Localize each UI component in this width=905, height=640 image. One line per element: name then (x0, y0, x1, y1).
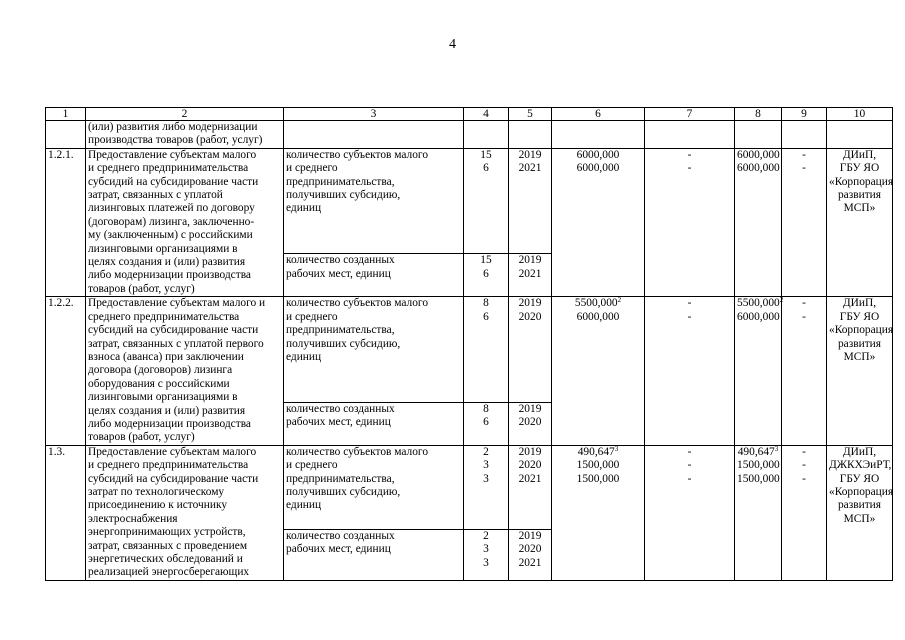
indicator-line: предпринимательства, (286, 472, 395, 485)
indicator-value-line: 3 (483, 472, 489, 485)
indicator-name (284, 529, 464, 580)
description-line: лизинговыми организациями в (88, 242, 238, 255)
responsible-executor (827, 297, 893, 445)
indicator-line: количество субъектов малого (286, 445, 429, 458)
dash-line: - (802, 472, 806, 485)
indicator-line: рабочих мест, единиц (286, 416, 391, 429)
description-line: затрат, связанных с уплатой первого (88, 337, 264, 350)
dash-line: - (687, 162, 692, 175)
footnote-mark: 3 (774, 444, 779, 453)
amount-line: 6000,000 (737, 148, 780, 161)
dash-line: - (687, 445, 692, 458)
executor-line: ГБУ ЯО (839, 162, 880, 175)
indicator-value-line: 15 (480, 148, 492, 161)
amount-line: 5500,000$^2$ (574, 296, 622, 310)
header-cell-9: 9 (782, 108, 827, 121)
indicator-value-line: 3 (483, 459, 489, 472)
indicator-line: количество субъектов малого (286, 148, 429, 161)
year-line: 2020 (518, 310, 542, 323)
description-line: затрат, связанных с проведением (88, 539, 248, 552)
description-line: (или) развития либо модернизации (88, 121, 258, 133)
row-number: 1.2.1. (46, 148, 86, 296)
description-line: затрат, связанных с уплатой (88, 189, 223, 202)
year-line: 2020 (518, 459, 542, 472)
measure-description (86, 148, 284, 296)
empty-cell (735, 121, 782, 149)
funding-regional (735, 297, 782, 445)
indicator-year (509, 297, 552, 402)
indicator-year (509, 148, 552, 253)
indicator-value-line: 2 (483, 529, 489, 542)
indicator-value-line: 3 (483, 556, 489, 569)
description-line: энергопринимающих устройств, (88, 526, 246, 539)
indicator-line: получивших субсидию, (286, 337, 401, 350)
indicator-value (464, 445, 509, 529)
row-number: 1.3. (46, 445, 86, 580)
amount-line: 490,647$^3$ (577, 444, 619, 458)
description-line: оборудования с российскими (88, 377, 230, 390)
dash-line: - (802, 148, 806, 161)
footnote-mark: 3 (614, 444, 619, 453)
year-line: 2019 (518, 402, 542, 415)
executor-line: развития (837, 337, 882, 350)
amount-line: 1500,000 (737, 472, 780, 485)
dash-line: - (687, 148, 692, 161)
indicator-line: получивших субсидию, (286, 485, 401, 498)
indicator-year (509, 254, 552, 297)
indicator-line: количество созданных (286, 529, 395, 542)
dash-line: - (802, 445, 806, 458)
funding-total (552, 297, 645, 445)
indicator-line: и среднего (286, 459, 338, 472)
measures-table (45, 107, 893, 581)
dash-line: - (687, 472, 692, 485)
responsible-executor (827, 445, 893, 580)
description-line: субсидий на субсидирование части (88, 175, 259, 188)
indicator-line: рабочих мест, единиц (286, 267, 391, 280)
year-line: 2021 (518, 162, 542, 175)
indicator-name (284, 402, 464, 445)
description-line: и среднего предпринимательства (88, 459, 249, 472)
header-cell-10: 10 (827, 108, 893, 121)
description-line: среднего предпринимательства (88, 310, 240, 323)
amount-line: 6000,000 (576, 162, 620, 175)
executor-line: МСП» (843, 350, 876, 363)
funding-regional (735, 445, 782, 580)
indicator-value-line: 6 (483, 267, 489, 280)
table-row (46, 148, 893, 253)
indicator-line: единиц (286, 350, 322, 363)
amount-line: 6000,000 (576, 310, 620, 323)
funding-col7 (645, 445, 735, 580)
description-line: (договорам) лизинга, заключенно- (88, 215, 255, 228)
dash-line: - (687, 297, 692, 310)
page-number: 4 (449, 37, 456, 52)
description-line: производства товаров (работ, услуг) (88, 134, 263, 147)
year-line: 2019 (518, 254, 542, 267)
year-line: 2019 (518, 529, 542, 542)
indicator-value-line: 15 (480, 254, 492, 267)
year-line: 2021 (518, 267, 542, 280)
indicator-value-line: 8 (483, 297, 489, 310)
executor-line: ГБУ ЯО (839, 310, 880, 323)
description-line: энергетических обследований и (88, 553, 243, 565)
indicator-value-line: 8 (483, 402, 489, 415)
table-row (46, 445, 893, 529)
year-line: 2019 (518, 445, 542, 458)
description-line: затрат по технологическому (88, 485, 225, 498)
description-line: и среднего предпринимательства (88, 162, 249, 175)
table-row (46, 297, 893, 402)
executor-line: МСП» (843, 202, 876, 215)
amount-line: 5500,000$^2$ (737, 296, 784, 310)
funding-total (552, 445, 645, 580)
executor-line: «Корпорация (829, 324, 894, 337)
dash-line: - (802, 297, 806, 310)
description-line: Предоставление субъектам малого и (88, 297, 266, 310)
description-line: Предоставление субъектам малого (88, 148, 257, 161)
description-line: либо модернизации производства (88, 269, 251, 282)
empty-cell (464, 121, 509, 149)
funding-regional (735, 148, 782, 296)
description-line: товаров (работ, услуг) (88, 282, 195, 295)
year-line: 2020 (518, 543, 542, 556)
year-line: 2019 (518, 148, 542, 161)
empty-cell (552, 121, 645, 149)
indicator-value-line: 3 (483, 543, 489, 556)
responsible-executor (827, 148, 893, 296)
description-line: Предоставление субъектам малого (88, 445, 257, 458)
description-line: товаров (работ, услуг) (88, 431, 195, 444)
empty-cell (782, 121, 827, 149)
year-line: 2020 (518, 416, 542, 429)
executor-line: ДИиП, (842, 297, 877, 310)
amount-line: 6000,000 (737, 310, 780, 323)
header-cell-8: 8 (735, 108, 782, 121)
indicator-line: и среднего (286, 310, 338, 323)
amount-line: 1500,000 (576, 472, 620, 485)
header-cell-4: 4 (464, 108, 509, 121)
description-line: присоединению к источнику (88, 499, 228, 512)
description-line: электроснабжения (88, 512, 178, 525)
dash-line: - (802, 162, 806, 175)
indicator-line: количество субъектов малого (286, 297, 429, 310)
executor-line: «Корпорация (829, 485, 894, 498)
indicator-line: предпринимательства, (286, 175, 395, 188)
executor-line: МСП» (843, 512, 876, 525)
header-cell-2: 2 (86, 108, 284, 121)
amount-line: 6000,000 (576, 148, 620, 161)
header-row (46, 108, 893, 121)
funding-col9 (782, 148, 827, 296)
executor-line: ДИиП, (842, 148, 877, 161)
indicator-value-line: 2 (483, 445, 489, 458)
funding-col9 (779, 296, 827, 445)
header-cell-7: 7 (645, 108, 735, 121)
indicator-value-line: 6 (483, 310, 489, 323)
empty-cell (284, 121, 464, 149)
header-cell-3: 3 (284, 108, 464, 121)
executor-line: ДИиП, (842, 445, 877, 458)
description-line: му (заключенным) с российскими (88, 229, 253, 242)
amount-line: 1500,000 (576, 459, 620, 472)
indicator-line: предпринимательства, (286, 324, 395, 337)
empty-cell (509, 121, 552, 149)
indicator-line: получивших субсидию, (286, 189, 401, 202)
dash-line: - (687, 310, 692, 323)
amount-line: 490,647$^3$ (737, 444, 779, 458)
indicator-value (464, 254, 509, 297)
header-cell-6: 6 (552, 108, 645, 121)
continuation-row (46, 121, 893, 149)
row-number: 1.2.2. (46, 297, 86, 445)
indicator-value-line: 6 (483, 416, 489, 429)
footnote-mark: 2 (779, 296, 784, 305)
indicator-name (284, 297, 464, 402)
indicator-name (284, 254, 464, 297)
indicator-value (464, 402, 509, 445)
year-line: 2021 (518, 556, 542, 569)
amount-line: 1500,000 (737, 459, 780, 472)
funding-col9 (782, 445, 827, 580)
executor-line: «Корпорация (829, 175, 894, 188)
executor-line: ДЖКХЭиРТ, (829, 459, 892, 472)
indicator-year (509, 445, 552, 529)
empty-cell (827, 121, 893, 149)
amount-line: 6000,000 (737, 162, 780, 175)
description-line: лизинговыми организациями в (88, 391, 238, 404)
indicator-line: количество созданных (286, 402, 395, 415)
indicator-line: единиц (286, 499, 322, 512)
indicator-name (284, 148, 464, 253)
indicator-line: количество созданных (286, 254, 395, 267)
description-line: реализацией энергосберегающих (88, 566, 250, 579)
continuation-description (86, 121, 284, 149)
funding-col7 (645, 148, 735, 296)
indicator-value (464, 148, 509, 253)
dash-line: - (802, 459, 806, 472)
header-cell-1: 1 (46, 108, 86, 121)
description-line: либо модернизации производства (88, 417, 251, 430)
measure-description (86, 297, 284, 445)
description-line: целях создания и (или) развития (88, 404, 246, 417)
indicator-value-line: 6 (483, 162, 489, 175)
executor-line: ГБУ ЯО (839, 472, 880, 485)
measure-description (86, 445, 284, 580)
description-line: лизинговых платежей по договору (88, 202, 255, 215)
indicator-name (284, 445, 464, 529)
indicator-year (509, 529, 552, 580)
empty-cell (46, 121, 86, 149)
header-cell-5: 5 (509, 108, 552, 121)
indicator-line: и среднего (286, 162, 338, 175)
footnote-mark: 2 (617, 296, 622, 305)
year-line: 2019 (518, 297, 542, 310)
executor-line: развития (837, 499, 882, 512)
year-line: 2021 (518, 472, 542, 485)
indicator-year (509, 402, 552, 445)
funding-col7 (645, 297, 735, 445)
description-line: субсидий на субсидирование части (88, 324, 259, 337)
indicator-line: единиц (286, 202, 322, 215)
description-line: целях создания и (или) развития (88, 256, 246, 269)
indicator-line: рабочих мест, единиц (286, 543, 391, 556)
description-line: взноса (аванса) при заключении (88, 350, 244, 363)
description-line: договора (договоров) лизинга (88, 364, 233, 377)
funding-total (552, 148, 645, 296)
indicator-value (464, 529, 509, 580)
indicator-value (464, 297, 509, 402)
description-line: субсидий на субсидирование части (88, 472, 259, 485)
dash-line: - (687, 459, 692, 472)
dash-line: - (802, 310, 806, 323)
executor-line: развития (837, 189, 882, 202)
empty-cell (645, 121, 735, 149)
